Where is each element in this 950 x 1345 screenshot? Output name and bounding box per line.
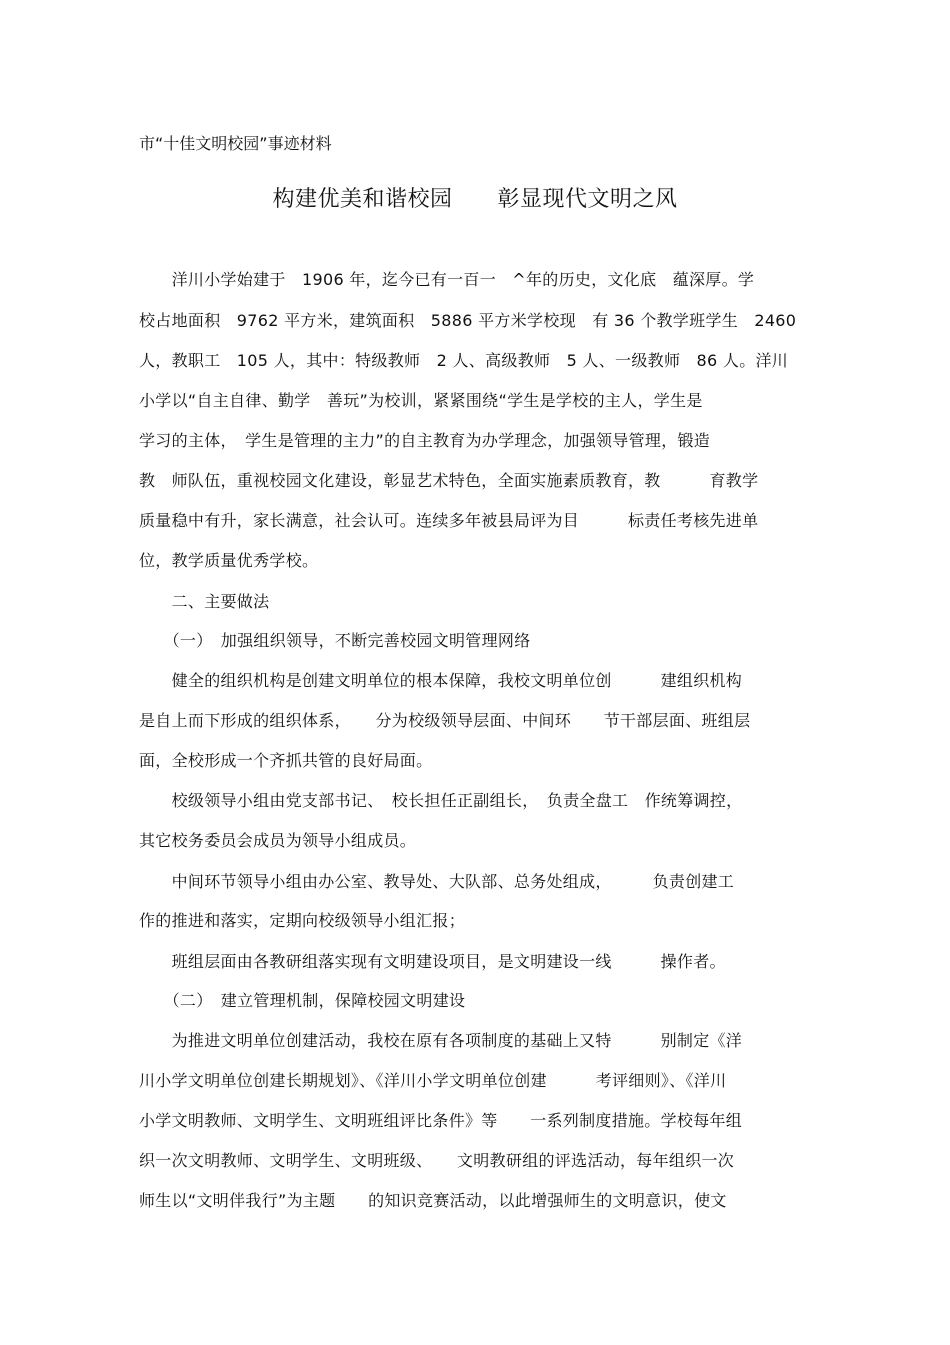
body-line: 为推进文明单位创建活动，我校在原有各项制度的基础上又特 别制定《洋 (139, 1031, 743, 1050)
subsection-heading: （二） 建立管理机制，保障校园文明建设 (139, 991, 466, 1010)
body-line: 班组层面由各教研组落实现有文明建设项目，是文明建设一线 操作者。 (139, 952, 726, 971)
body-line: 健全的组织机构是创建文明单位的根本保障，我校文明单位创 建组织机构 (139, 671, 743, 690)
section-heading: 二、主要做法 (139, 592, 270, 611)
body-line: 织一次文明教师、文明学生、文明班级、 文明教研组的评选活动，每年组织一次 (139, 1151, 735, 1170)
document-title: 构建优美和谐校园 彰显现代文明之风 (272, 187, 678, 212)
body-line: 校占地面积 9762 平方米，建筑面积 5886 平方米学校现 有 36 个教学班学生 2460 (139, 311, 797, 330)
body-line: 学习的主体， 学生是管理的主力”的自主教育为办学理念，加强领导管理，锻造 (139, 431, 711, 450)
body-line: 小学以“自主自律、勤学 善玩”为校训，紧紧围绕“学生是学校的主人，学生是 (139, 391, 703, 410)
body-line: 人，教职工 105 人，其中：特级教师 2 人、高级教师 5 人、一级教师 86 人。洋川 (139, 351, 789, 370)
body-line: 小学文明教师、文明学生、文明班组评比条件》等 一系列制度措施。学校每年组 (139, 1111, 743, 1130)
body-line: 其它校务委员会成员为领导小组成员。 (139, 831, 417, 850)
subsection-heading: （一） 加强组织领导，不断完善校园文明管理网络 (139, 631, 531, 650)
body-line: 面，全校形成一个齐抓共管的良好局面。 (139, 751, 433, 770)
body-line: 中间环节领导小组由办公室、教导处、大队部、总务处组成， 负责创建工 (139, 872, 735, 891)
body-line: 教 师队伍，重视校园文化建设，彰显艺术特色，全面实施素质教育，教 育教学 (139, 471, 759, 490)
body-line: 校级领导小组由党支部书记、 校长担任正副组长， 负责全盘工 作统筹调控， (139, 791, 743, 810)
body-line: 洋川小学始建于 1906 年，迄今已有一百一 ^年的历史，文化底 蕴深厚。学 (139, 270, 755, 289)
document-subtitle: 市“十佳文明校园”事迹材料 (139, 134, 332, 153)
body-line: 位，教学质量优秀学校。 (139, 551, 319, 570)
body-line: 作的推进和落实，定期向校级领导小组汇报； (139, 911, 466, 930)
body-line: 川小学文明单位创建长期规划》、《洋川小学文明单位创建 考评细则》、《洋川 (139, 1071, 727, 1090)
body-line: 是自上而下形成的组织体系， 分为校级领导层面、中间环 节干部层面、班组层 (139, 711, 751, 730)
body-line: 师生以“文明伴我行”为主题 的知识竞赛活动，以此增强师生的文明意识，使文 (139, 1191, 727, 1210)
body-line: 质量稳中有升，家长满意，社会认可。连续多年被县局评为目 标责任考核先进单 (139, 511, 759, 530)
